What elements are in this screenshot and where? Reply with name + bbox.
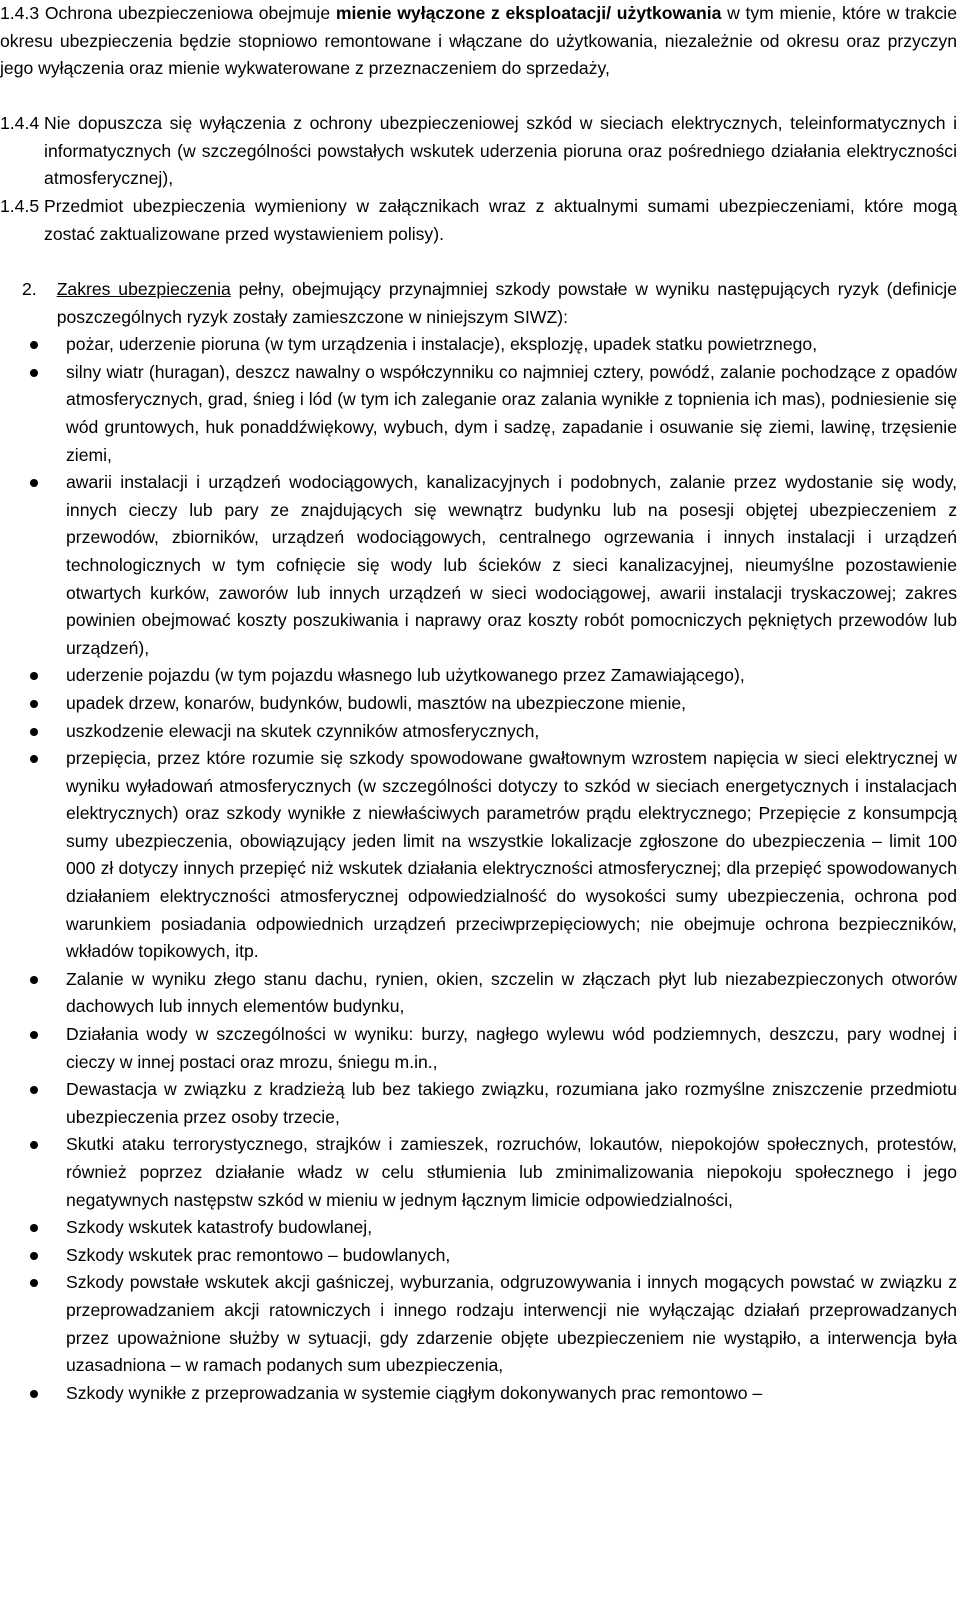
- section-1-4-4: [0, 110, 957, 193]
- list-item-text: pożar, uderzenie pioruna (w tym urządzenia i instalacje), eksplozję, upadek statku powietrznego,: [66, 334, 818, 355]
- list-item-text: uderzenie pojazdu (w tym pojazdu własnego lub użytkowanego przez Zamawiającego),: [66, 665, 745, 686]
- section-intro-text: pełny, obejmujący przynajmniej szkody powstałe w wyniku następujących ryzyk (definicje poszczególnych ryzyk zostały zamieszczone w niniejszym SIWZ):: [56, 279, 957, 327]
- section-intro: [57, 276, 957, 331]
- bullet-icon: [0, 469, 66, 662]
- bullet-icon: [0, 1214, 66, 1242]
- section-text: Nie dopuszcza się wyłączenia z ochrony ubezpieczeniowej szkód w sieciach elektrycznych, teleinformatycznych i informatycznych (w szczególności powstałych wskutek uderzenia pioruna oraz pośredniego działania elektryczności atmosferycznej),: [44, 113, 957, 189]
- bullet-icon: [0, 718, 66, 746]
- list-item: [0, 690, 957, 718]
- list-item: [0, 1242, 957, 1270]
- section-number: 1.4.4: [0, 113, 40, 133]
- list-item: [0, 331, 957, 359]
- list-item-text: Zalanie w wyniku złego stanu dachu, rynien, okien, szczelin w złączach płyt lub niezabezpieczonych otworów dachowych lub innych elementów budynku,: [66, 968, 957, 1017]
- list-item: [0, 1131, 957, 1214]
- list-item-text: Szkody wskutek katastrofy budowlanej,: [66, 1217, 373, 1238]
- list-item-text: awarii instalacji i urządzeń wodociągowych, kanalizacyjnych i podobnych, zalanie przez wydostanie się wody, innych cieczy lub pary ze znajdujących się wewnątrz budynku lub na posesji objętej ubezpieczeniem z przewodów, zbiorników, urządzeń wodociągowych, centralnego ogrzewania i innych instalacji i urządzeń technologicznych w tym cofnięcie się wody lub ścieków z sieci kanalizacyjnej, nieumyślne pozostawienie otwartych kurków, zaworów lub innych urządzeń w sieci wodociągowej, awarii instalacji tryskaczowej; zakres powinien obejmować koszty poszukiwania i naprawy oraz koszty robót pomocniczych pękniętych przewodów lub urządzeń),: [66, 472, 957, 658]
- bullet-icon: [0, 1269, 66, 1379]
- section-text-rest: w tym mienie, które w trakcie okresu ubezpieczenia będzie stopniowo remontowane i włączane do użytkowania, niezależnie od okresu oraz przyczyn jego wyłączenia oraz mienie wykwaterowane z przeznaczeniem do sprzedaży,: [0, 3, 958, 79]
- list-item: [0, 1380, 957, 1408]
- list-item-text: silny wiatr (huragan), deszcz nawalny o współczynniku co najmniej cztery, powódź, zalanie pochodzące z opadów atmosferycznych, grad, śnieg i lód (w tym ich zaleganie oraz zalania wynikłe z topnienia ich mas), podniesienie się wód gruntowych, huk ponaddźwiękowy, wybuch, dym i sadzę, zapadanie i osuwanie się ziemi, lawinę, trzęsienie ziemi,: [66, 361, 957, 465]
- section-number: 1.4.5: [0, 196, 40, 216]
- list-item-text: Szkody wynikłe z przeprowadzania w systemie ciągłym dokonywanych prac remontowo –: [66, 1382, 763, 1403]
- list-item: [0, 1269, 957, 1379]
- bullet-icon: [0, 359, 66, 469]
- bullet-icon: [0, 966, 66, 1021]
- list-item-text: uszkodzenie elewacji na skutek czynników atmosferycznych,: [66, 720, 540, 741]
- section-2-heading: [0, 276, 957, 331]
- list-item-text: przepięcia, przez które rozumie się szkody spowodowane gwałtownym wzrostem napięcia w sieci elektrycznej w wyniku wyładowań atmosferycznych (w szczególności dotyczy to szkód w sieciach energetycznych i instalacjach elektrycznych) oraz szkody wynikłe z niewłaściwych parametrów prądu elektrycznego; Przepięcie z konsumpcją sumy ubezpieczenia, obowiązujący jeden limit na wszystkie lokalizacje zgłoszone do ubezpieczenia – limit 100 000 zł dotyczy innych przepięć niż wskutek działania elektryczności atmosferycznej; dla przepięć spowodowanych działaniem elektryczności atmosferycznej odpowiedzialność do wysokości sumy ubezpieczenia, ochrona pod warunkiem posiadania odpowiednich urządzeń przeciwprzepięciowych; nie obejmuje ochrona bezpieczników, wkładów topikowych, itp.: [66, 748, 957, 962]
- section-text: Przedmiot ubezpieczenia wymieniony w załącznikach wraz z aktualnymi sumami ubezpieczeniami, które mogą zostać zaktualizowane przed wystawieniem polisy).: [44, 196, 957, 244]
- list-item: [0, 1214, 957, 1242]
- bullet-icon: [0, 1242, 66, 1270]
- risk-list: [0, 331, 957, 1407]
- bullet-icon: [0, 1021, 66, 1076]
- bold-phrase: mienie wyłączone z eksploatacji/ użytkowania: [335, 3, 722, 23]
- section-2: [0, 276, 957, 1407]
- section-text-intro: Ochrona ubezpieczeniowa obejmuje: [39, 3, 336, 23]
- list-item: [0, 1021, 957, 1076]
- list-item-text: Działania wody w szczególności w wyniku: burzy, nagłego wylewu wód podziemnych, deszczu, pary wodnej i cieczy w innej postaci oraz mrozu, śniegu m.in.,: [66, 1024, 957, 1072]
- bullet-icon: [0, 690, 66, 718]
- list-item-text: Szkody wskutek prac remontowo – budowlanych,: [66, 1244, 451, 1265]
- bullet-icon: [0, 745, 66, 966]
- list-item-text: upadek drzew, konarów, budynków, budowli, masztów na ubezpieczone mienie,: [66, 692, 687, 713]
- list-item: [0, 1076, 957, 1131]
- list-item: [0, 359, 957, 469]
- bullet-icon: [0, 1131, 66, 1214]
- section-1-4-3: [0, 0, 957, 83]
- list-item-text: Szkody powstałe wskutek akcji gaśniczej, wyburzania, odgruzowywania i innych mogących powstać w związku z przeprowadzaniem akcji ratowniczych i innego rodzaju interwencji nie wyłączając działań przeprowadzanych przez upoważnione służby w sytuacji, gdy zdarzenie objęte ubezpieczeniem nie wystąpiło, a interwencja była uzasadniona – w ramach podanych sum ubezpieczenia,: [66, 1272, 957, 1376]
- list-item: [0, 469, 957, 662]
- section-heading: Zakres ubezpieczenia: [56, 279, 231, 299]
- section-number: 2.: [22, 279, 37, 299]
- list-item-text: Skutki ataku terrorystycznego, strajków i zamieszek, rozruchów, lokautów, niepokojów społecznych, protestów, również poprzez działanie władz w celu stłumienia lub zminimalizowania niepokoju społecznego i jego negatywnych następstw szkód w mieniu w jednym łącznym limicie odpowiedzialności,: [66, 1134, 957, 1210]
- bullet-icon: [0, 662, 66, 690]
- section-number: 1.4.3: [0, 3, 40, 23]
- list-item: [0, 745, 957, 966]
- list-item: [0, 662, 957, 690]
- bullet-icon: [0, 1076, 66, 1131]
- list-item: [0, 966, 957, 1021]
- bullet-icon: [0, 1380, 66, 1408]
- list-item: [0, 718, 957, 746]
- list-item-text: Dewastacja w związku z kradzieżą lub bez takiego związku, rozumiana jako rozmyślne zniszczenie przedmiotu ubezpieczenia przez osoby trzecie,: [66, 1079, 957, 1127]
- bullet-icon: [0, 331, 66, 359]
- section-1-4-5: [0, 193, 957, 248]
